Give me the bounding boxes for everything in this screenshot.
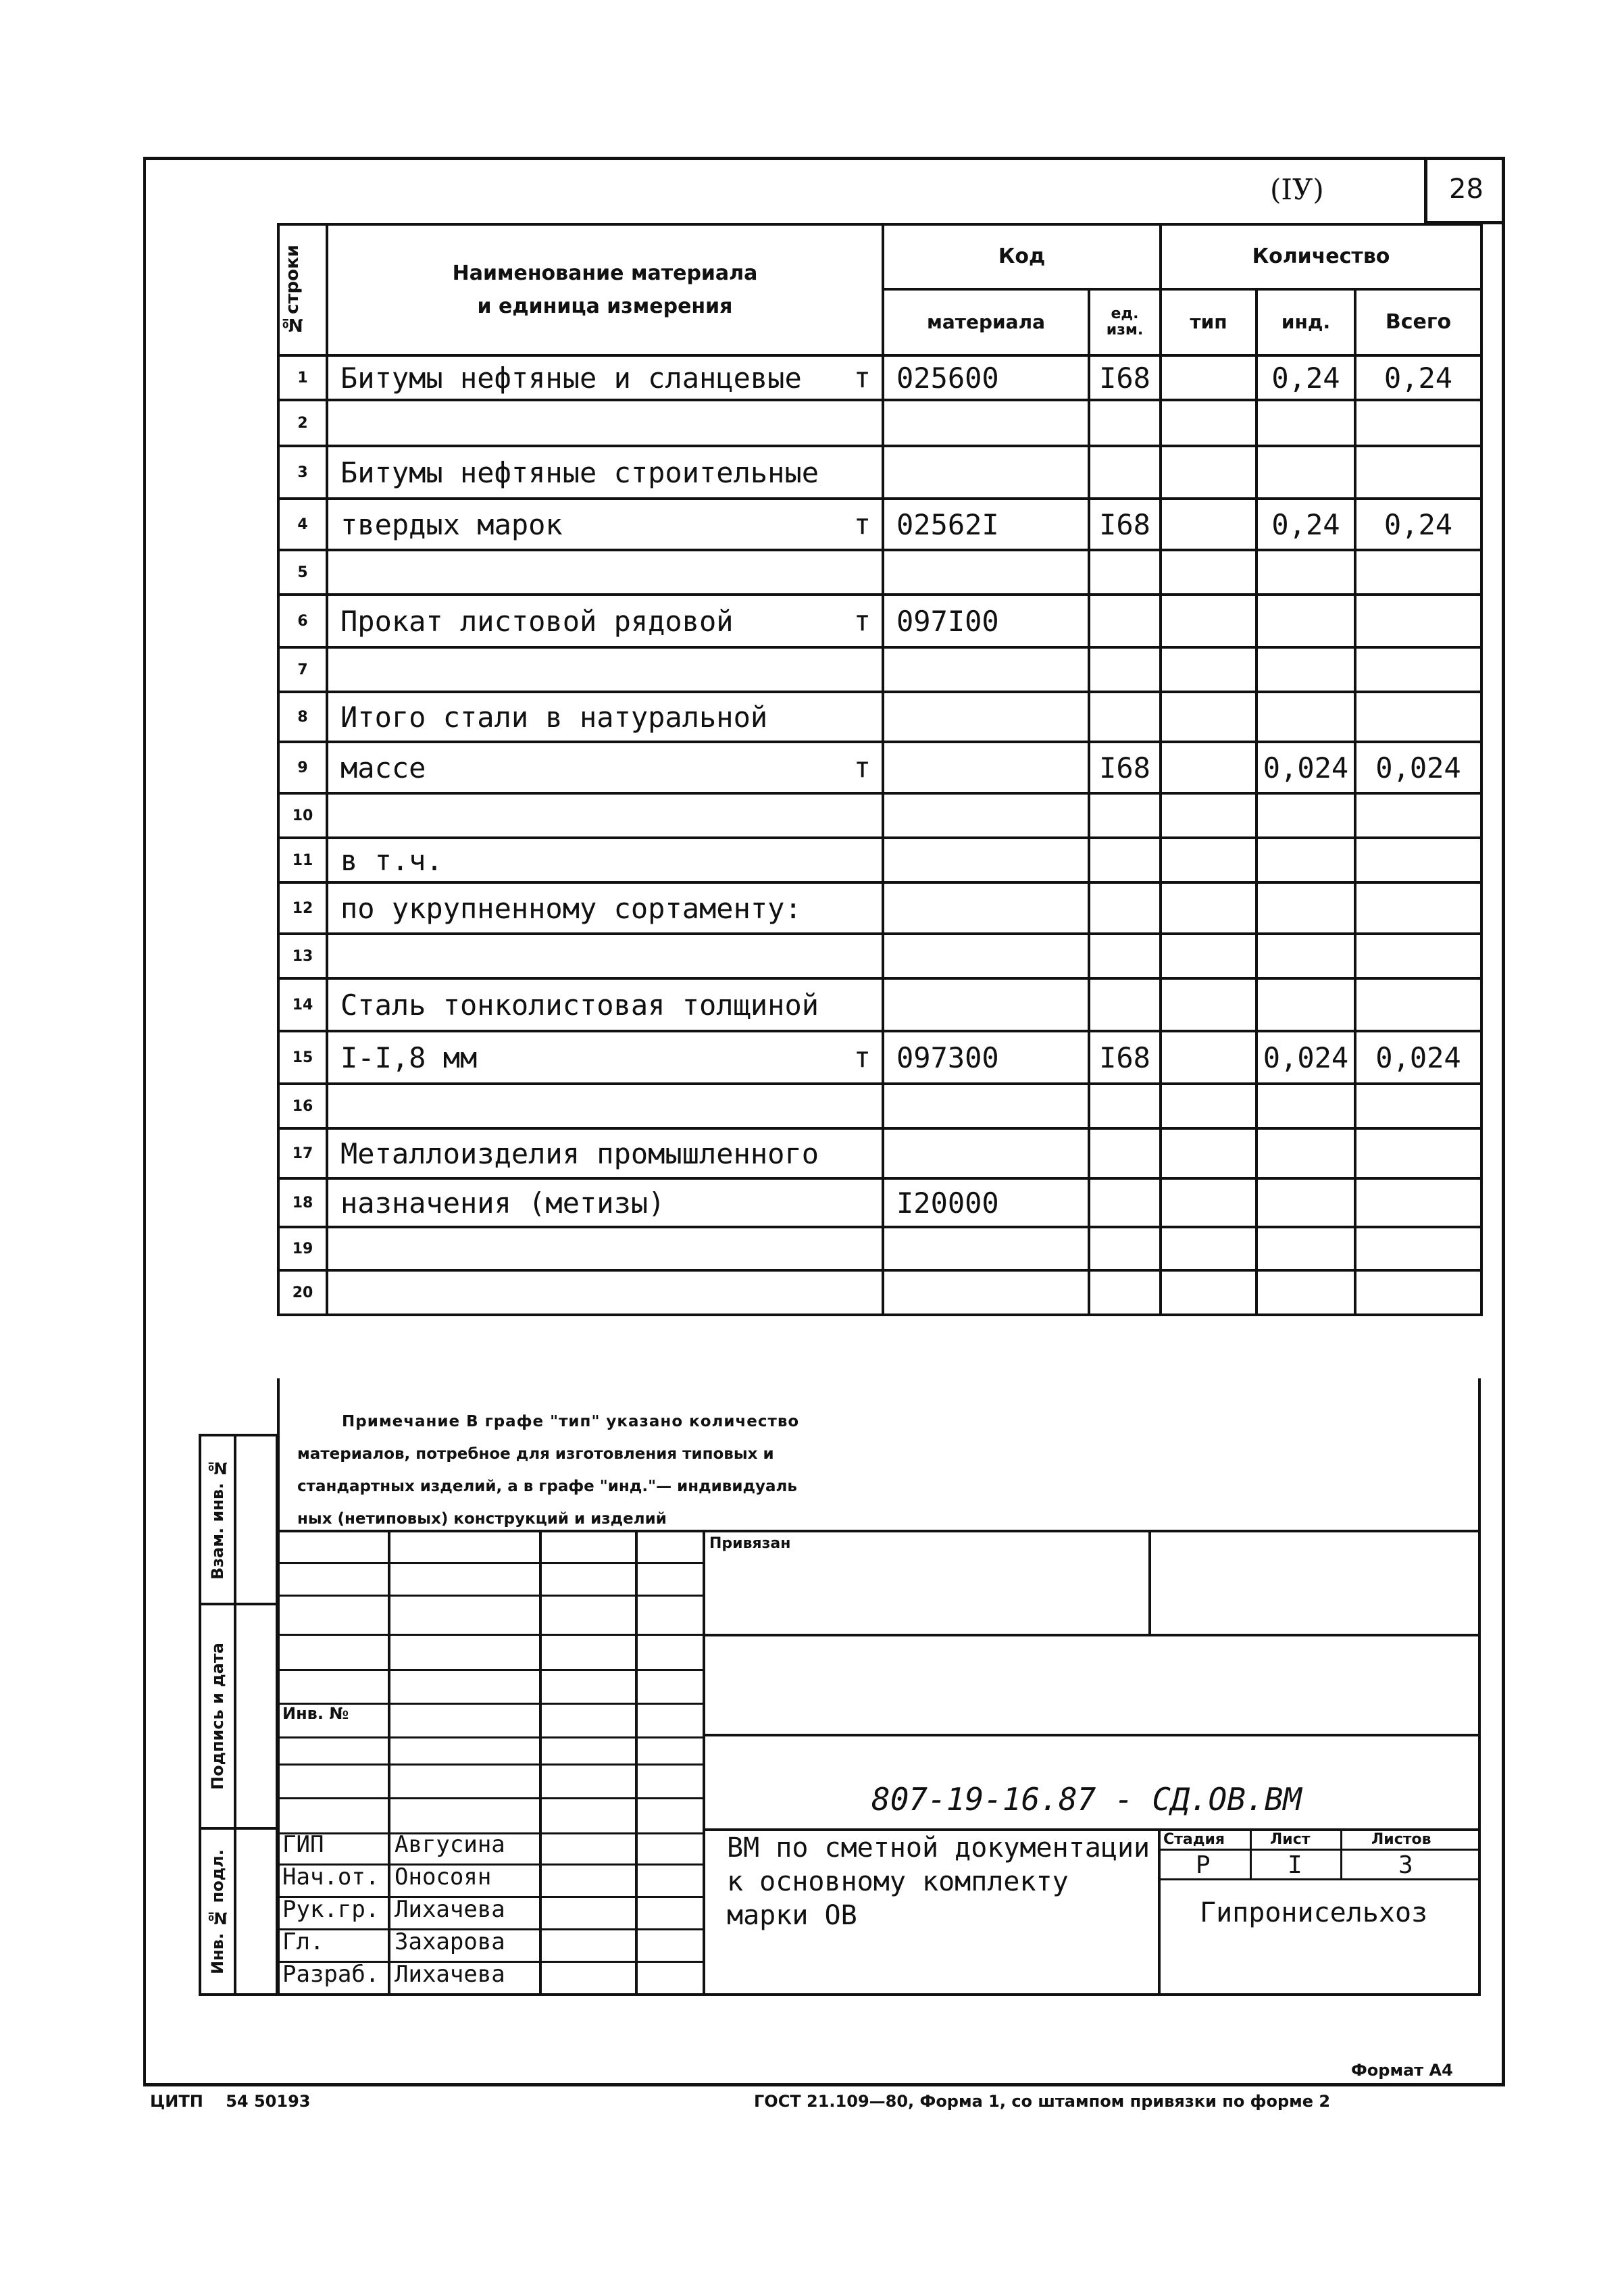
unit-header: ед. изм. — [1089, 289, 1161, 355]
unit-code — [1089, 595, 1161, 647]
material-name: массе т — [327, 742, 883, 793]
total-qty — [1355, 882, 1481, 934]
material-name: Битумы нефтяные строительные — [327, 446, 883, 499]
inventory-no-label: Инв. № — [282, 1704, 349, 1723]
unit-code: I68 — [1089, 355, 1161, 400]
table-row — [278, 1227, 1481, 1270]
total-qty — [1355, 1178, 1481, 1227]
type-qty — [1161, 499, 1257, 550]
row-number: 10 — [278, 793, 327, 838]
individual-qty — [1257, 1128, 1355, 1178]
material-name: I-I,8 мм т — [327, 1031, 883, 1084]
material-code — [883, 742, 1089, 793]
individual-qty — [1257, 838, 1355, 882]
unit-code — [1089, 838, 1161, 882]
individual-qty: 0,24 — [1257, 499, 1355, 550]
material-code — [883, 1227, 1089, 1270]
individual-qty: 0,24 — [1257, 355, 1355, 400]
unit-code — [1089, 1084, 1161, 1128]
name-header: Наименование материала и единица измерения — [327, 224, 883, 355]
material-code — [883, 882, 1089, 934]
row-number: 2 — [278, 400, 327, 446]
note-line-3: стандартных изделий, а в графе "инд."— индивидуаль — [297, 1478, 797, 1495]
sheet-header: Лист — [1270, 1831, 1311, 1848]
row-number: 6 — [278, 595, 327, 647]
sheet-number-box — [1424, 157, 1505, 224]
table-row — [278, 793, 1481, 838]
table-row — [278, 499, 1481, 550]
type-qty — [1161, 446, 1257, 499]
type-qty — [1161, 1031, 1257, 1084]
total-qty — [1355, 1084, 1481, 1128]
total-qty — [1355, 400, 1481, 446]
total-qty — [1355, 446, 1481, 499]
type-qty — [1161, 1178, 1257, 1227]
type-qty — [1161, 838, 1257, 882]
material-code-header: материала — [883, 289, 1089, 355]
unit-code — [1089, 1178, 1161, 1227]
total-qty: 0,24 — [1355, 499, 1481, 550]
material-name: по укрупненному сортаменту: — [327, 882, 883, 934]
row-number: 7 — [278, 647, 327, 692]
note-line-1: Примечание В графе "тип" указано количество — [342, 1413, 800, 1430]
material-code — [883, 550, 1089, 595]
material-name — [327, 934, 883, 978]
individual-qty — [1257, 1227, 1355, 1270]
row-number-header: №строки — [278, 224, 327, 355]
table-row — [278, 595, 1481, 647]
signature-date-label: Подпись и дата — [208, 1643, 227, 1790]
individual-qty — [1257, 978, 1355, 1031]
table-row — [278, 838, 1481, 882]
type-qty — [1161, 595, 1257, 647]
title-line-3: марки ОВ — [727, 1900, 857, 1931]
material-name — [327, 400, 883, 446]
document-code: 807-19-16.87 - СД.ОВ.ВМ — [871, 1781, 1302, 1818]
total-qty — [1355, 1270, 1481, 1315]
row-number: 16 — [278, 1084, 327, 1128]
row-number: 18 — [278, 1178, 327, 1227]
row-number: 4 — [278, 499, 327, 550]
material-code — [883, 446, 1089, 499]
sheets-value: 3 — [1398, 1851, 1413, 1879]
unit-code: I68 — [1089, 499, 1161, 550]
individual-header: инд. — [1257, 289, 1355, 355]
sheet-value: I — [1288, 1851, 1302, 1879]
materials-table — [277, 223, 1483, 1316]
type-qty — [1161, 355, 1257, 400]
total-qty: 0,024 — [1355, 1031, 1481, 1084]
total-qty — [1355, 934, 1481, 978]
type-qty — [1161, 882, 1257, 934]
signatory-name: Лихачева — [395, 1896, 505, 1923]
table-row — [278, 446, 1481, 499]
material-code: 097300 — [883, 1031, 1089, 1084]
material-name: в т.ч. — [327, 838, 883, 882]
unit-of-measure: т — [853, 507, 871, 541]
table-row — [278, 692, 1481, 742]
unit-code — [1089, 692, 1161, 742]
type-qty — [1161, 934, 1257, 978]
individual-qty — [1257, 934, 1355, 978]
material-code — [883, 838, 1089, 882]
type-qty — [1161, 400, 1257, 446]
total-qty — [1355, 595, 1481, 647]
individual-qty — [1257, 647, 1355, 692]
unit-code — [1089, 882, 1161, 934]
type-qty — [1161, 550, 1257, 595]
row-number: 11 — [278, 838, 327, 882]
material-code — [883, 400, 1089, 446]
table-row — [278, 934, 1481, 978]
individual-qty — [1257, 550, 1355, 595]
material-code — [883, 647, 1089, 692]
type-qty — [1161, 692, 1257, 742]
total-qty — [1355, 1227, 1481, 1270]
total-qty: 0,24 — [1355, 355, 1481, 400]
material-code — [883, 1270, 1089, 1315]
total-header: Всего — [1355, 289, 1481, 355]
footer-standard: ГОСТ 21.109—80, Форма 1, со штампом привязки по форме 2 — [754, 2092, 1331, 2111]
signatory-role: Нач.от. — [282, 1863, 380, 1891]
row-number: 20 — [278, 1270, 327, 1315]
material-name — [327, 550, 883, 595]
individual-qty: 0,024 — [1257, 742, 1355, 793]
material-name: твердых марок т — [327, 499, 883, 550]
type-qty — [1161, 1227, 1257, 1270]
table-row — [278, 1031, 1481, 1084]
unit-code — [1089, 446, 1161, 499]
individual-qty — [1257, 400, 1355, 446]
total-qty — [1355, 692, 1481, 742]
material-name: Металлоизделия промышленного — [327, 1128, 883, 1178]
material-code — [883, 978, 1089, 1031]
stage-header: Стадия — [1163, 1831, 1225, 1848]
type-header: тип — [1161, 289, 1257, 355]
signatory-role: ГИП — [282, 1831, 324, 1858]
material-name: Прокат листовой рядовой т — [327, 595, 883, 647]
material-name: назначения (метизы) — [327, 1178, 883, 1227]
table-row — [278, 355, 1481, 400]
unit-code — [1089, 1270, 1161, 1315]
material-name — [327, 793, 883, 838]
material-code — [883, 692, 1089, 742]
title-line-2: к основному комплекту — [727, 1866, 1069, 1897]
code-header: Код — [883, 224, 1161, 289]
individual-qty — [1257, 692, 1355, 742]
total-qty — [1355, 550, 1481, 595]
row-number: 5 — [278, 550, 327, 595]
row-number: 9 — [278, 742, 327, 793]
type-qty — [1161, 1128, 1257, 1178]
original-inv-label: Инв. № подл. — [208, 1849, 227, 1975]
table-row — [278, 978, 1481, 1031]
individual-qty — [1257, 882, 1355, 934]
total-qty — [1355, 978, 1481, 1031]
material-name — [327, 1227, 883, 1270]
format-label: Формат А4 — [1351, 2061, 1453, 2080]
section-code: (IУ) — [1270, 173, 1324, 206]
unit-code: I68 — [1089, 1031, 1161, 1084]
signatory-role: Гл. — [282, 1928, 324, 1955]
unit-code — [1089, 647, 1161, 692]
individual-qty — [1257, 793, 1355, 838]
individual-qty — [1257, 446, 1355, 499]
table-row — [278, 1128, 1481, 1178]
material-code: 02562I — [883, 499, 1089, 550]
material-name — [327, 1270, 883, 1315]
material-name — [327, 647, 883, 692]
unit-code — [1089, 1128, 1161, 1178]
unit-code — [1089, 1227, 1161, 1270]
material-code — [883, 1128, 1089, 1178]
note — [297, 1405, 1446, 1535]
row-number: 17 — [278, 1128, 327, 1178]
type-qty — [1161, 647, 1257, 692]
unit-of-measure: т — [853, 1041, 871, 1074]
material-code — [883, 1084, 1089, 1128]
note-line-2: материалов, потребное для изготовления типовых и — [297, 1445, 774, 1463]
total-qty — [1355, 1128, 1481, 1178]
organization: Гипронисельхоз — [1200, 1897, 1428, 1928]
row-number: 12 — [278, 882, 327, 934]
material-code: I20000 — [883, 1178, 1089, 1227]
row-number: 19 — [278, 1227, 327, 1270]
table-row — [278, 742, 1481, 793]
type-qty — [1161, 1270, 1257, 1315]
material-name: Итого стали в натуральной — [327, 692, 883, 742]
signatory-role: Разраб. — [282, 1961, 380, 1988]
row-number: 1 — [278, 355, 327, 400]
signatory-name: Оносоян — [395, 1863, 492, 1891]
material-code: 097I00 — [883, 595, 1089, 647]
signatory-name: Авгусина — [395, 1831, 505, 1858]
unit-of-measure: т — [853, 604, 871, 638]
type-qty — [1161, 1084, 1257, 1128]
replacement-inv-label: Взам. инв. № — [208, 1458, 227, 1580]
individual-qty: 0,024 — [1257, 1031, 1355, 1084]
total-qty — [1355, 647, 1481, 692]
material-name — [327, 1084, 883, 1128]
table-row — [278, 1084, 1481, 1128]
unit-of-measure: т — [853, 361, 871, 395]
row-number: 13 — [278, 934, 327, 978]
table-row — [278, 400, 1481, 446]
total-qty: 0,024 — [1355, 742, 1481, 793]
material-name: Битумы нефтяные и сланцевые т — [327, 355, 883, 400]
signatory-name: Захарова — [395, 1928, 505, 1955]
note-line-4: ных (нетиповых) конструкций и изделий — [297, 1510, 667, 1528]
stage-value: Р — [1196, 1851, 1211, 1879]
material-code — [883, 793, 1089, 838]
individual-qty — [1257, 1178, 1355, 1227]
table-row — [278, 550, 1481, 595]
individual-qty — [1257, 1084, 1355, 1128]
type-qty — [1161, 978, 1257, 1031]
signatory-role: Рук.гр. — [282, 1896, 380, 1923]
individual-qty — [1257, 595, 1355, 647]
individual-qty — [1257, 1270, 1355, 1315]
type-qty — [1161, 793, 1257, 838]
unit-code — [1089, 978, 1161, 1031]
type-qty — [1161, 742, 1257, 793]
total-qty — [1355, 793, 1481, 838]
table-row — [278, 647, 1481, 692]
bound-label: Привязан — [709, 1535, 791, 1552]
table-row — [278, 882, 1481, 934]
sheet-number: 28 — [1449, 173, 1483, 205]
material-code — [883, 934, 1089, 978]
row-number: 3 — [278, 446, 327, 499]
title-line-1: ВМ по сметной документации — [727, 1832, 1150, 1863]
footer-left: ЦИТП 54 50193 — [150, 2092, 311, 2111]
material-code: 025600 — [883, 355, 1089, 400]
sheets-header: Листов — [1371, 1831, 1431, 1848]
unit-code — [1089, 550, 1161, 595]
unit-code — [1089, 400, 1161, 446]
unit-code — [1089, 934, 1161, 978]
unit-of-measure: т — [853, 751, 871, 784]
quantity-header: Количество — [1161, 224, 1481, 289]
unit-code — [1089, 793, 1161, 838]
total-qty — [1355, 838, 1481, 882]
unit-code: I68 — [1089, 742, 1161, 793]
row-number: 8 — [278, 692, 327, 742]
row-number: 14 — [278, 978, 327, 1031]
signatory-name: Лихачева — [395, 1961, 505, 1988]
row-number: 15 — [278, 1031, 327, 1084]
material-name: Сталь тонколистовая толщиной — [327, 978, 883, 1031]
table-row — [278, 1178, 1481, 1227]
table-row — [278, 1270, 1481, 1315]
